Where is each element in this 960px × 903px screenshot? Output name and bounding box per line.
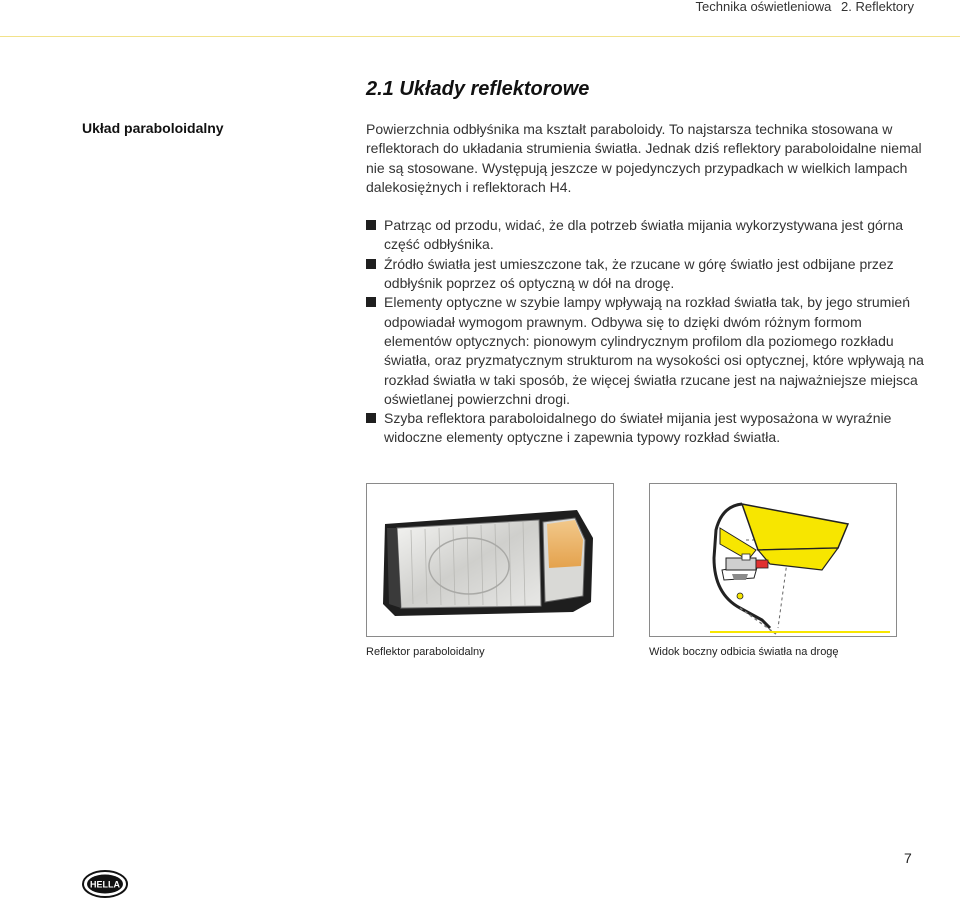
bullet-item: Szyba reflektora paraboloidalnego do świateł mijania jest wyposażona w wyraźnie widoczne elementy optyczne i zapewnia typowy rozkład światła. [366,409,926,448]
figure-headlamp-photo [366,483,614,637]
running-head-chapter: Technika oświetleniowa [695,0,832,14]
page-header [0,0,960,38]
figure-caption-1: Reflektor paraboloidalny [366,646,485,658]
figure-caption-2: Widok boczny odbicia światła na drogę [649,646,839,658]
header-rule [0,36,960,37]
running-head-section: 2. Reflektory [841,0,914,14]
hella-logo-icon [82,870,128,898]
intro-paragraph: Powierzchnia odbłyśnika ma kształt paraboloidy. To najstarsza technika stosowana w reflektorach do układania strumienia światła. Jednak dziś reflektory paraboloidalne niemal nie są stosowane. Występują jeszcze w pojedynczych przypadkach w wielkich lampach dalekosiężnych i reflektorach H4. [366,121,922,195]
sidehead: Układ paraboloidalny [82,120,224,136]
running-head [690,0,914,14]
section-title: 2.1 Układy reflektorowe [366,78,590,100]
bullet-square-icon [366,259,376,269]
figure-reflector-diagram [649,483,897,637]
page-number: 7 [904,850,912,866]
bullet-item: Elementy optyczne w szybie lampy wpływają na rozkład światła tak, by jego strumień odpowiadał wymogom prawnym. Odbywa się to dzięki dwóm różnym formom elementów optycznych: pionowym cylindrycznym profilom dla poziomego rozkładu światła, oraz pryzmatycznym strukturom na wysokości osi optycznej, które wpływają na rozkład światła w taki sposób, że więcej światła rzucane jest na najważniejsze miejsca oświetlanej powierzchni drogi. [366,293,926,409]
logo-text: HELLA [90,879,120,890]
bullet-list [366,216,926,448]
bullet-square-icon [366,220,376,230]
bullet-square-icon [366,413,376,423]
bullet-square-icon [366,297,376,307]
hella-logo [82,870,128,898]
reflector-side-diagram-icon [650,484,896,636]
bullet-item: Patrząc od przodu, widać, że dla potrzeb światła mijania wykorzystywana jest górna część odbłyśnika. [366,216,926,255]
body-text [366,120,926,448]
bullet-item: Źródło światła jest umieszczone tak, że rzucane w górę światło jest odbijane przez odbłyśnik poprzez oś optyczną w dół na drogę. [366,255,926,294]
headlamp-photo-icon [367,484,613,636]
